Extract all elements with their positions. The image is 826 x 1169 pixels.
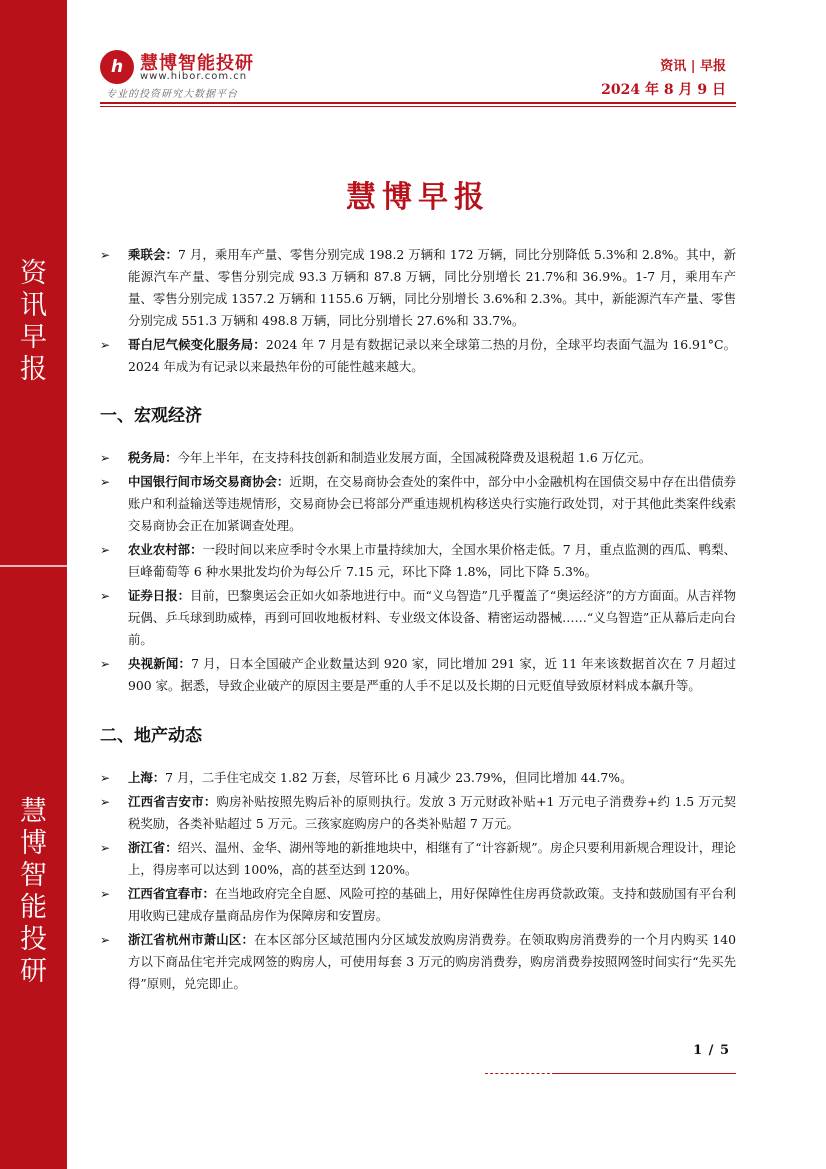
list-item (100, 791, 736, 835)
sidebar-char: 早 (20, 322, 47, 353)
arrow-bullet-icon: ➢ (100, 451, 111, 465)
item-text: 目前，巴黎奥运会正如火如荼地进行中。而“义乌智造”几乎覆盖了“奥运经济”的方方面面。从吉祥物玩偶、乒乓球到助威棒，再到可回收地板材料、专业级文体设备、精密运动器械……“义乌智造”正从幕后走向台前。 (128, 588, 736, 647)
item-source: 哥白尼气候变化服务局： (128, 337, 266, 352)
list-item (100, 539, 736, 583)
page-title: 慧博早报 (346, 180, 490, 215)
list-item (100, 244, 736, 332)
sidebar-char: 智 (20, 860, 47, 891)
arrow-bullet-icon: ➢ (100, 771, 111, 785)
item-source: 证券日报： (128, 588, 190, 603)
item-text: 7 月，乘用车产量、零售分别完成 198.2 万辆和 172 万辆，同比分别降低 5.3%和 2.8%。其中，新能源汽车产量、零售分别完成 93.3 万辆和 87.8 万辆，同比分别增长 21.7%和 36.9%。1-7 月，乘用车产量、零售分别完成 1357.2 万辆和 1155.6 万辆，同比分别增长 3.6%和 2.3%。其中，新能源汽车产量、零售分别完成 551.3 万辆和 498.8 万辆，同比分别增长 27.6%和 33.7%。 (128, 247, 736, 328)
arrow-bullet-icon: ➢ (100, 475, 111, 489)
sidebar-divider (0, 565, 67, 567)
item-text: 今年上半年，在支持科技创新和制造业发展方面，全国减税降费及退税超 1.6 万亿元。 (177, 450, 652, 465)
item-source: 税务局： (128, 450, 178, 465)
arrow-bullet-icon: ➢ (100, 795, 111, 809)
sidebar-char: 能 (20, 892, 47, 923)
item-text: 一段时间以来应季时令水果上市量持续加大，全国水果价格走低。7 月，重点监测的西瓜、鸭梨、巨峰葡萄等 6 种水果批发均价为每公斤 7.15 元，环比下降 1.8%，同比下降 5.3%。 (128, 542, 737, 579)
item-source: 浙江省： (128, 840, 178, 855)
sidebar-char: 研 (20, 956, 47, 987)
arrow-bullet-icon: ➢ (100, 933, 111, 947)
sidebar-char: 资 (20, 258, 47, 289)
section-heading-macro: 一、宏观经济 (100, 406, 202, 426)
brand-logo[interactable] (100, 46, 260, 106)
list-item (100, 883, 736, 927)
footer-rule (555, 1073, 736, 1074)
item-text: 购房补贴按照先购后补的原则执行。发放 3 万元财政补贴+1 万元电子消费券+约 1.5 万元契税奖励，各类补贴超过 5 万元。三孩家庭购房户的各类补贴超 7 万元。 (128, 794, 737, 831)
header-meta (601, 58, 726, 101)
list-item (100, 653, 736, 697)
sidebar-char: 讯 (20, 290, 47, 321)
sidebar-band (0, 0, 67, 1169)
item-text: 在当地政府完全自愿、风险可控的基础上，用好保障性住房再贷款政策。支持和鼓励国有平台利用收购已建成存量商品房作为保障房和安置房。 (128, 886, 737, 923)
sidebar-char: 博 (20, 828, 47, 859)
arrow-bullet-icon: ➢ (100, 338, 111, 352)
logo-url: www.hibor.com.cn (140, 71, 248, 82)
arrow-bullet-icon: ➢ (100, 657, 111, 671)
doc-type: 资讯 | 早报 (660, 59, 726, 74)
arrow-bullet-icon: ➢ (100, 543, 111, 557)
item-source: 乘联会： (128, 247, 178, 262)
report-body (100, 244, 736, 997)
logo-mark-icon: h (100, 50, 134, 84)
item-text: 绍兴、温州、金华、湖州等地的新推地块中，相继有了“计容新规”。房企只要利用新规合理设计，理论上，得房率可以达到 100%，高的甚至达到 120%。 (128, 840, 737, 877)
arrow-bullet-icon: ➢ (100, 248, 111, 262)
list-item (100, 471, 736, 537)
item-source: 农业农村部： (128, 542, 203, 557)
item-text: 7 月，二手住宅成交 1.82 万套，尽管环比 6 月减少 23.79%，但同比增加 44.7%。 (165, 770, 633, 785)
item-source: 上海： (128, 770, 166, 785)
sidebar-label-top (0, 258, 67, 386)
item-text: 2024 年 7 月是有数据记录以来全球第二热的月份，全球平均表面气温为 16.91°C。2024 年成为有记录以来最热年份的可能性越来越大。 (128, 337, 736, 374)
sidebar-char: 报 (20, 354, 47, 385)
header-rule-thin (100, 106, 736, 107)
list-item (100, 334, 736, 378)
item-text: 在本区部分区域范围内分区域发放购房消费券。在领取购房消费券的一个月内购买 140 方以下商品住宅并完成网签的购房人，可使用每套 3 万元的购房消费券，购房消费券按照网签时间实行“先买先得”原则，兑完即止。 (128, 932, 737, 991)
section-heading-property: 二、地产动态 (100, 726, 202, 746)
page-number: 1 / 5 (693, 1043, 730, 1058)
item-text: 近期，在交易商协会查处的案件中，部分中小金融机构在国债交易中存在出借债券账户和利益输送等违规情形，交易商协会已将部分严重违规机构移送央行实施行政处罚，对于其他此类案件线索交易商协会正在加紧调查处理。 (128, 474, 737, 533)
list-item (100, 585, 736, 651)
footer-rule-dashed (485, 1073, 555, 1074)
logo-name: 慧博智能投研 (140, 53, 254, 74)
logo-slogan: 专业的投资研究大数据平台 (106, 89, 238, 100)
sidebar-char: 投 (20, 924, 47, 955)
arrow-bullet-icon: ➢ (100, 887, 111, 901)
list-item (100, 767, 736, 789)
header-rule (100, 102, 736, 104)
sidebar-char: 慧 (20, 796, 47, 827)
item-source: 央视新闻： (128, 656, 192, 671)
item-source: 浙江省杭州市萧山区： (128, 932, 255, 947)
doc-date: 2024 年 8 月 9 日 (601, 82, 726, 98)
item-source: 中国银行间市场交易商协会： (128, 474, 290, 489)
list-item (100, 837, 736, 881)
sidebar-label-bottom (0, 796, 67, 988)
item-source: 江西省宜春市： (128, 886, 215, 901)
item-text: 7 月，日本全国破产企业数量达到 920 家，同比增加 291 家，近 11 年来该数据首次在 7 月超过 900 家。据悉，导致企业破产的原因主要是严重的人手不足以及长期的日元贬值导致原材料成本飙升等。 (128, 656, 737, 693)
arrow-bullet-icon: ➢ (100, 841, 111, 855)
list-item (100, 929, 736, 995)
item-source: 江西省吉安市： (128, 794, 217, 809)
arrow-bullet-icon: ➢ (100, 589, 111, 603)
list-item (100, 447, 736, 469)
